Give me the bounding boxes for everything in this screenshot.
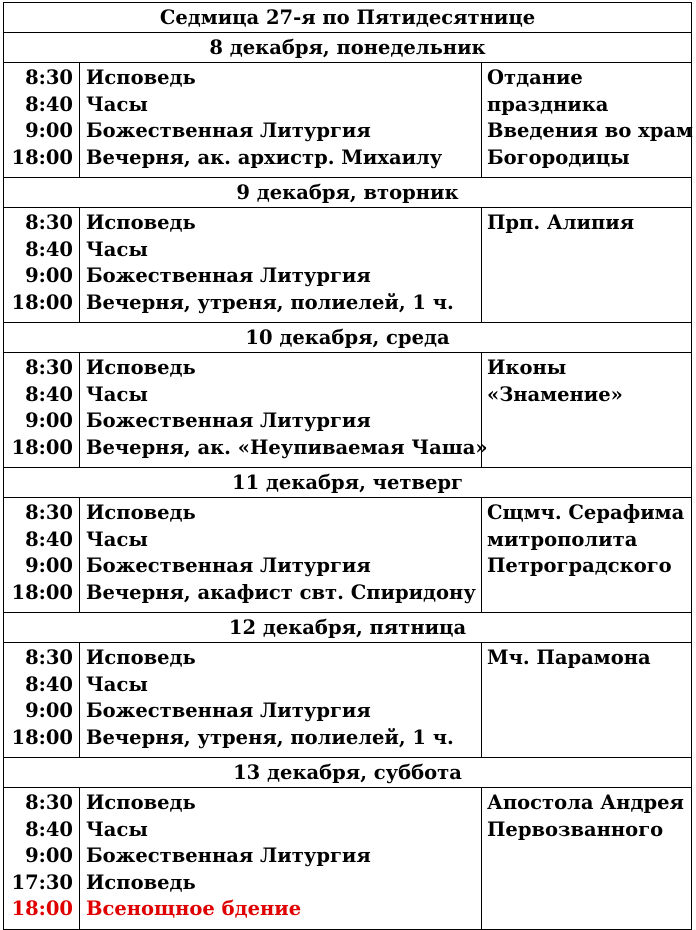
service-names-cell (80, 208, 482, 323)
service-time: 8:30 (25, 211, 73, 234)
week-title-row (4, 3, 692, 33)
service-time: 18:00 (11, 435, 73, 459)
day-services-row (4, 498, 692, 613)
service-time: 8:30 (25, 66, 73, 89)
day-header-row (4, 178, 692, 208)
service-name: Исповедь (86, 501, 196, 524)
day-services-row (4, 63, 692, 178)
service-time: 9:00 (25, 264, 73, 287)
service-name: Вечерня, утреня, полиелей, 1 ч. (86, 725, 454, 749)
service-name: Божественная Литургия (86, 699, 371, 722)
service-time: 9:00 (25, 409, 73, 432)
feast-cell (482, 63, 692, 178)
feast-line: Петроградского (487, 554, 672, 577)
service-names-cell (80, 63, 482, 178)
service-name: Божественная Литургия (86, 409, 371, 432)
service-name: Всенощное бдение (86, 897, 302, 920)
schedule-table (3, 2, 692, 930)
day-header-row (4, 613, 692, 643)
feast-line: митрополита (487, 527, 638, 551)
feast-line: Сщмч. Серафима (487, 501, 685, 524)
day-services-row (4, 208, 692, 323)
service-time: 8:30 (25, 791, 73, 814)
feast-line: Отдание (487, 66, 583, 89)
service-time: 8:40 (25, 817, 73, 841)
day-services-row (4, 788, 692, 930)
day-header-row (4, 468, 692, 498)
service-time: 18:00 (11, 145, 73, 169)
service-name: Исповедь (86, 66, 196, 89)
feast-line: «Знамение» (487, 382, 623, 406)
service-names-cell (80, 788, 482, 930)
service-time: 9:00 (25, 699, 73, 722)
service-name: Божественная Литургия (86, 554, 371, 577)
service-name: Часы (86, 382, 148, 406)
service-name: Исповедь (86, 870, 196, 894)
service-name: Часы (86, 92, 148, 116)
service-time: 8:40 (25, 382, 73, 406)
service-time: 8:40 (25, 92, 73, 116)
week-title: Седмица 27-я по Пятидесятнице (4, 3, 692, 33)
feast-line: праздника (487, 92, 609, 116)
service-names-cell (80, 643, 482, 758)
feast-cell (482, 353, 692, 468)
day-date: 12 декабря, пятница (4, 613, 692, 643)
day-date: 8 декабря, понедельник (4, 33, 692, 63)
feast-cell (482, 498, 692, 613)
service-name: Исповедь (86, 211, 196, 234)
feast-line: Иконы (487, 356, 567, 379)
feast-line: Первозванного (487, 817, 664, 841)
day-services-row (4, 643, 692, 758)
service-time: 18:00 (11, 580, 73, 604)
day-date: 10 декабря, среда (4, 323, 692, 353)
day-date: 13 декабря, суббота (4, 758, 692, 788)
service-names-cell (80, 353, 488, 468)
service-name: Часы (86, 672, 148, 696)
feast-line: Богородицы (487, 145, 630, 169)
service-name: Исповедь (86, 646, 196, 669)
service-time: 18:00 (11, 897, 73, 920)
service-name: Вечерня, утреня, полиелей, 1 ч. (86, 290, 454, 314)
service-time: 8:40 (25, 527, 73, 551)
service-name: Божественная Литургия (86, 119, 371, 142)
service-name: Исповедь (86, 356, 196, 379)
service-times-cell (4, 643, 80, 758)
day-date: 9 декабря, вторник (4, 178, 692, 208)
service-time: 8:30 (25, 356, 73, 379)
service-name: Часы (86, 237, 148, 261)
feast-cell (482, 788, 692, 930)
service-name: Часы (86, 817, 148, 841)
service-time: 18:00 (11, 290, 73, 314)
service-time: 8:30 (25, 501, 73, 524)
service-times-cell (4, 353, 80, 468)
service-name: Божественная Литургия (86, 844, 371, 867)
service-time: 8:40 (25, 237, 73, 261)
service-name: Вечерня, ак. архистр. Михаилу (86, 145, 443, 169)
day-header-row (4, 758, 692, 788)
service-name: Вечерня, акафист свт. Спиридону (86, 580, 476, 604)
feast-cell (482, 208, 692, 323)
feast-line: Введения во храм (487, 119, 693, 142)
service-time: 9:00 (25, 119, 73, 142)
service-names-cell (80, 498, 482, 613)
service-time: 9:00 (25, 844, 73, 867)
service-name: Исповедь (86, 791, 196, 814)
feast-line: Апостола Андрея (487, 791, 684, 814)
service-time: 17:30 (11, 870, 73, 894)
day-services-row (4, 353, 692, 468)
service-times-cell (4, 208, 80, 323)
service-time: 8:30 (25, 646, 73, 669)
service-time: 9:00 (25, 554, 73, 577)
feast-cell (482, 643, 692, 758)
service-name: Божественная Литургия (86, 264, 371, 287)
service-name: Часы (86, 527, 148, 551)
day-header-row (4, 323, 692, 353)
service-time: 8:40 (25, 672, 73, 696)
service-time: 18:00 (11, 725, 73, 749)
service-name: Вечерня, ак. «Неупиваемая Чаша» (86, 435, 488, 459)
service-times-cell (4, 63, 80, 178)
day-header-row (4, 33, 692, 63)
service-times-cell (4, 498, 80, 613)
feast-line: Прп. Алипия (487, 211, 635, 234)
service-times-cell (4, 788, 80, 930)
feast-line: Мч. Парамона (487, 646, 651, 669)
schedule-sheet (3, 2, 692, 930)
day-date: 11 декабря, четверг (4, 468, 692, 498)
